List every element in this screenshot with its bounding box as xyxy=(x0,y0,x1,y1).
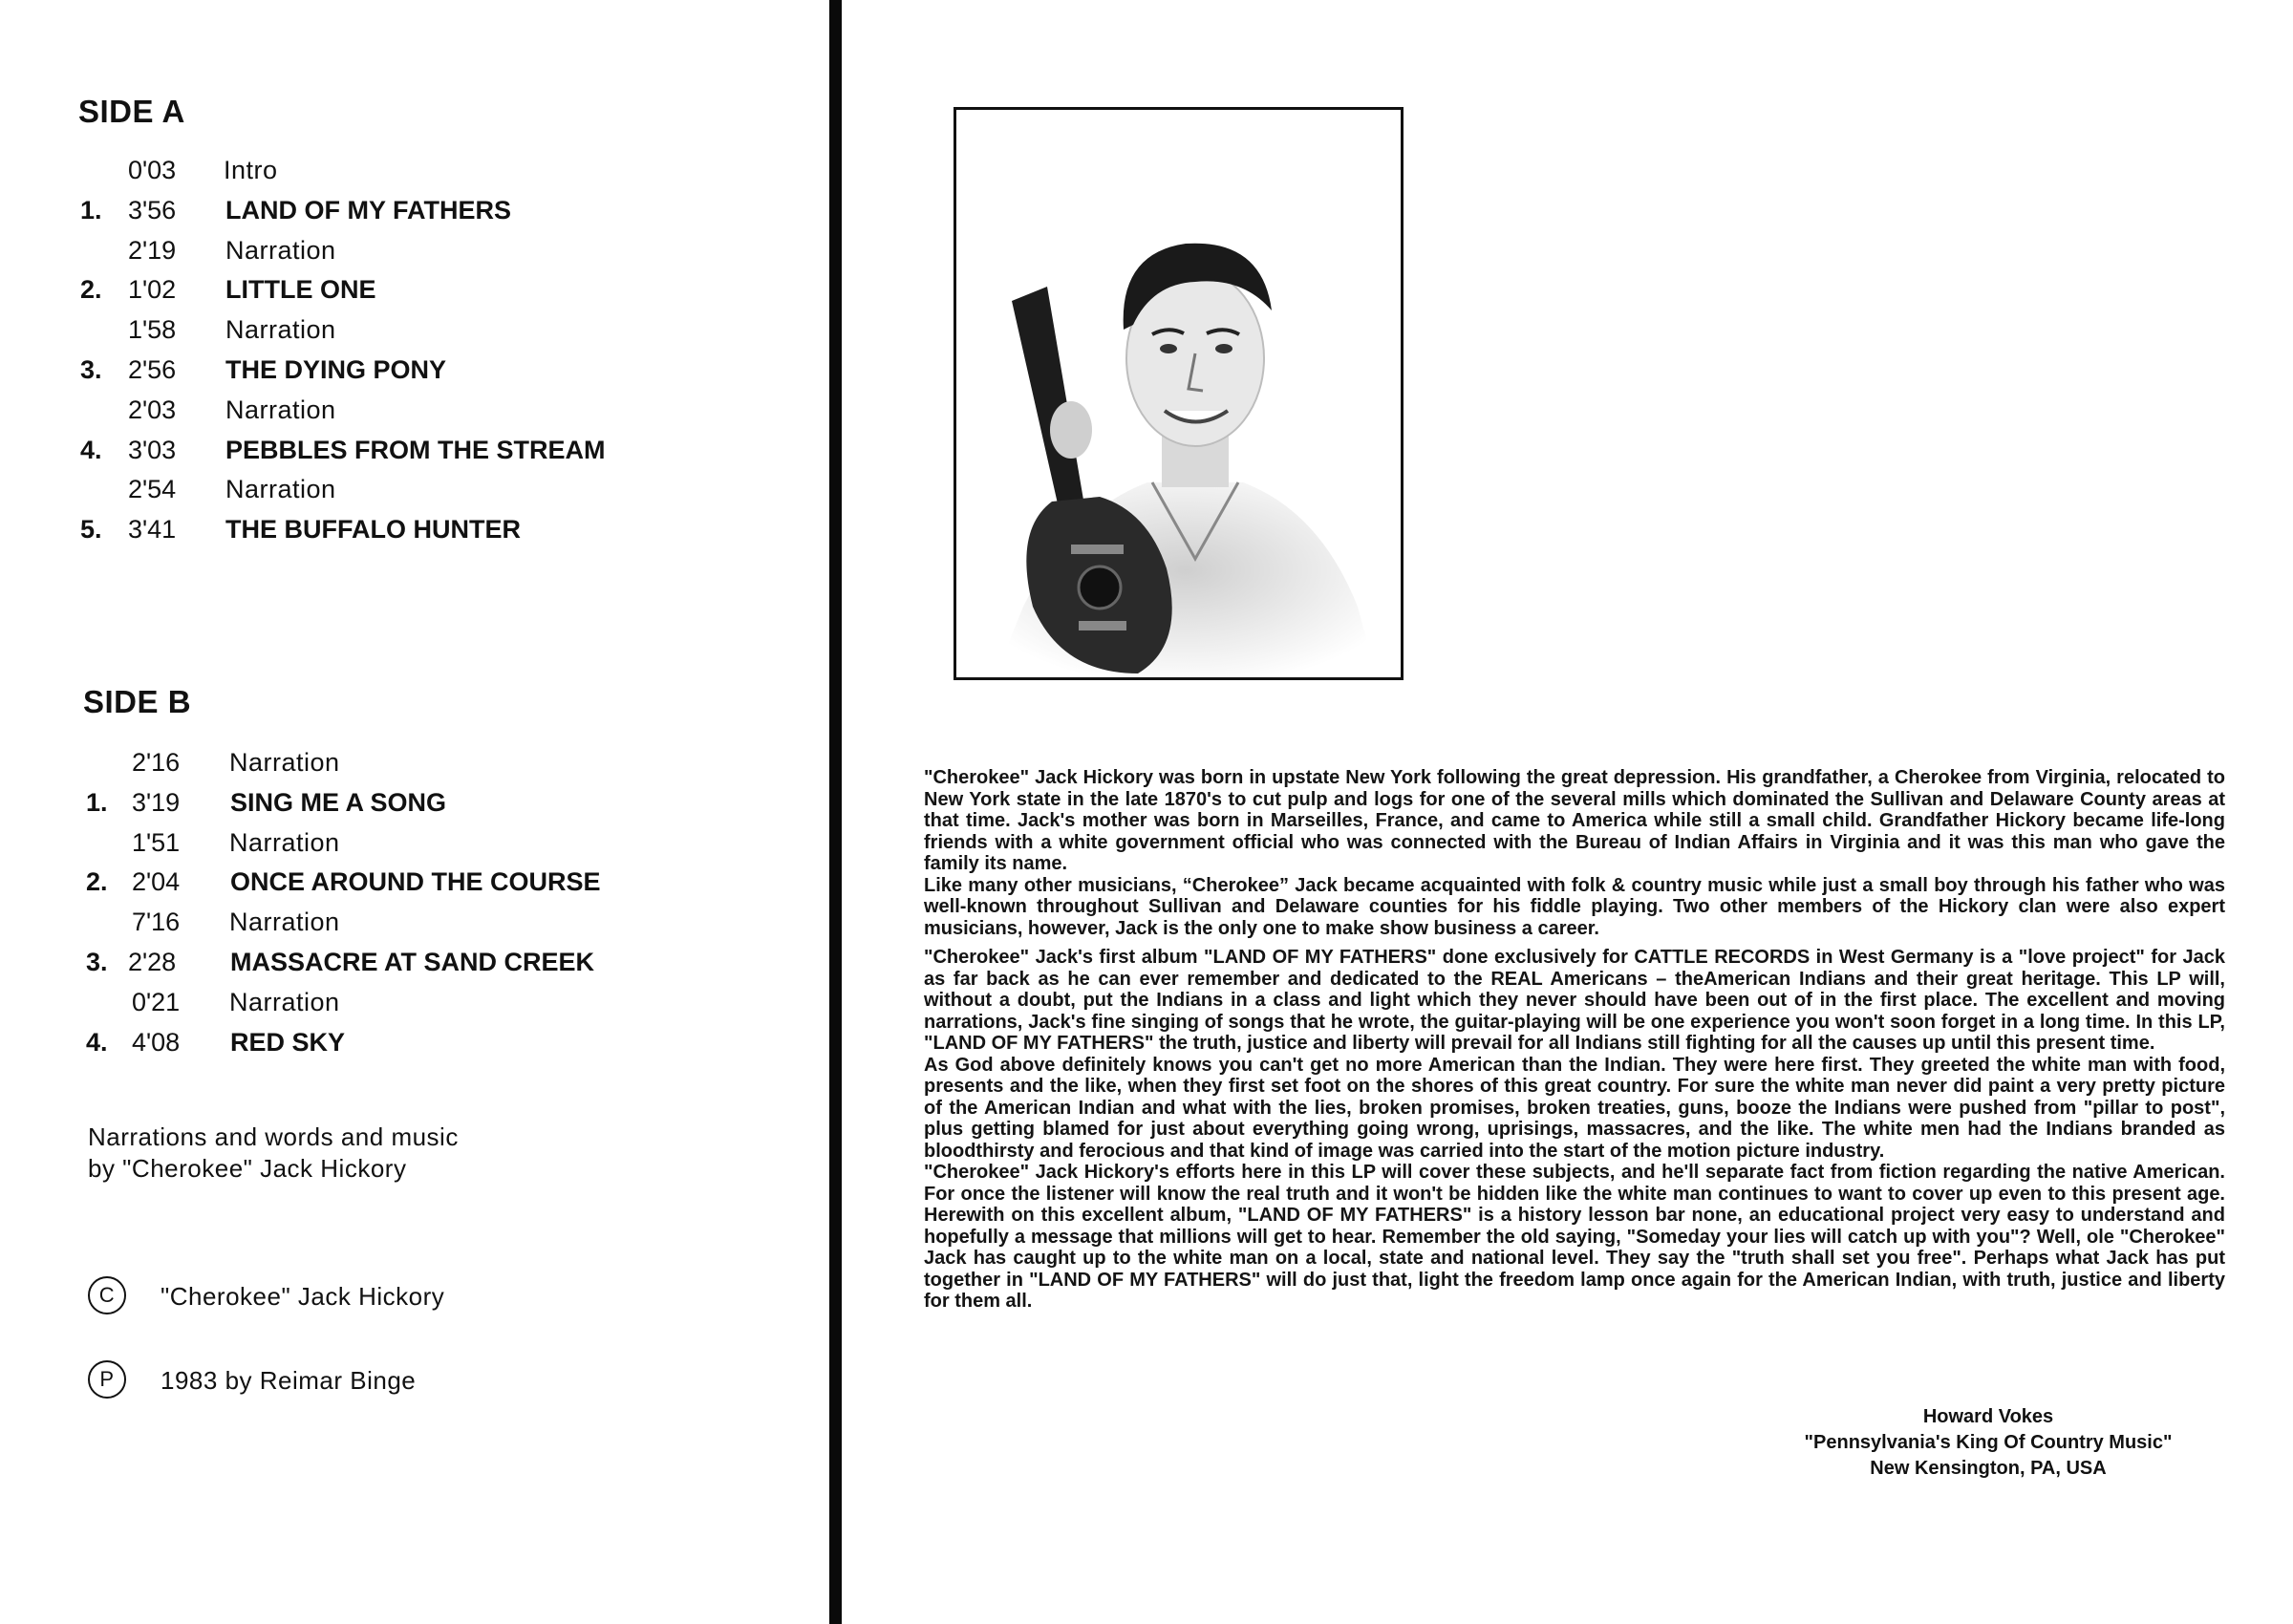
track-title: Narration xyxy=(229,748,340,777)
track-duration: 4'08 xyxy=(132,1027,181,1057)
liner-paragraph: "Cherokee" Jack Hickory was born in upstate New York following the great depression. His grandfather, a Cherokee from Virginia, relocated to New York state in the late 1870's to cut pulp and logs for one of the several mills which dominated the Sullivan and Delaware County areas at that time. Jack's mother was born in Marseilles, France, and came to America while still a small child. Grandfather Hickory became life-long friends with a white government official who was connected with the Bureau of Indian Affairs in Virginia and it was this man who gave the family its name. xyxy=(924,767,2225,874)
track-number: 3. xyxy=(86,947,108,976)
liner-paragraph: "Cherokee" Jack's first album "LAND OF MY FATHERS" done exclusively for CATTLE RECORDS in West Germany is a "love project" for Jack as far back as he can ever remember and dedicated to the REAL Americans – theAmerican Indians and their great heritage. This LP will, without a doubt, put the Indians in a class and light which they never should have been out of in the first place. The excellent and moving narrations, Jack's fine singing of songs that he wrote, the guitar-playing will be one experience you won't soon forget in a long time. In this LP, "LAND OF MY FATHERS" the truth, justice and liberty will prevail for all Indians still fighting for all the causes up until this present time. xyxy=(924,947,2225,1054)
track-row xyxy=(0,948,822,988)
track-duration: 0'03 xyxy=(128,156,177,184)
track-duration: 0'21 xyxy=(132,987,181,1016)
track-row xyxy=(0,395,822,436)
liner-paragraph: As God above definitely knows you can't get no more American than the Indian. They were here first. They greeted the white man with food, presents and the like, when they first set foot on the shores of this great country. For sure the white man never did paint a very pretty picture of the American Indian and what with the lies, broken promises, broken treaties, guns, booze the Indians were pushed from "pillar to post", plus getting blamed for just about everything going wrong, uprisings, massacres, and the like. The white men had the Indians branded as bloodthirsty and ferocious and that kind of image was carried into the start of the motion picture industry. xyxy=(924,1054,2225,1162)
track-duration: 2'03 xyxy=(128,395,177,424)
track-title: THE DYING PONY xyxy=(225,354,447,384)
track-number: 5. xyxy=(80,515,102,545)
track-duration: 2'04 xyxy=(132,867,181,897)
track-row xyxy=(0,908,822,948)
songwriter-credits xyxy=(88,1122,459,1185)
track-number: 1. xyxy=(80,195,102,224)
track-title: Narration xyxy=(229,827,340,857)
author-title: "Pennsylvania's King Of Country Music" xyxy=(1804,1432,2173,1453)
track-title: THE BUFFALO HUNTER xyxy=(225,515,521,545)
track-row xyxy=(0,748,822,788)
copyright-holder: "Cherokee" Jack Hickory xyxy=(161,1282,445,1311)
track-title: ONCE AROUND THE COURSE xyxy=(230,867,601,897)
track-title: Narration xyxy=(225,475,336,504)
page-divider xyxy=(829,0,842,1624)
track-title: LAND OF MY FATHERS xyxy=(225,195,512,224)
track-row xyxy=(0,236,822,276)
track-row xyxy=(0,196,822,236)
track-row xyxy=(0,867,822,908)
track-number: 2. xyxy=(80,275,102,305)
track-number: 4. xyxy=(86,1027,108,1057)
track-title: LITTLE ONE xyxy=(225,275,376,305)
side-a-tracklist xyxy=(0,156,822,555)
track-duration: 3'03 xyxy=(128,435,177,464)
track-title: SING ME A SONG xyxy=(230,787,447,817)
track-title: Narration xyxy=(225,315,336,345)
phonogram-icon: P xyxy=(88,1360,126,1399)
track-title: MASSACRE AT SAND CREEK xyxy=(230,947,595,976)
track-title: Narration xyxy=(225,395,336,424)
track-row xyxy=(0,156,822,196)
track-number: 3. xyxy=(80,354,102,384)
track-row xyxy=(0,315,822,355)
track-duration: 2'16 xyxy=(132,748,181,777)
track-duration: 3'41 xyxy=(128,515,177,545)
track-row xyxy=(0,355,822,395)
track-title: PEBBLES FROM THE STREAM xyxy=(225,435,606,464)
track-row xyxy=(0,788,822,828)
liner-paragraph: Like many other musicians, “Cherokee” Jack became acquainted with folk & country music while just a small boy through his father who was well-known throughout Sullivan and Delaware counties for his fiddle playing. Two other members of the Hickory clan were also expert musicians, however, Jack is the only one to make show business a career. xyxy=(924,874,2225,939)
track-title: Narration xyxy=(229,987,340,1016)
track-row xyxy=(0,828,822,868)
track-row xyxy=(0,275,822,315)
track-duration: 1'51 xyxy=(132,827,181,857)
track-duration: 3'56 xyxy=(128,195,177,224)
track-duration: 2'19 xyxy=(128,235,177,265)
credits-line: by "Cherokee" Jack Hickory xyxy=(88,1154,407,1183)
track-number: 2. xyxy=(86,867,108,897)
liner-notes-panel xyxy=(842,0,2293,1624)
liner-notes-text xyxy=(924,767,2225,1313)
track-duration: 7'16 xyxy=(132,908,181,937)
phonogram-holder: 1983 by Reimar Binge xyxy=(161,1366,417,1395)
copyright-icon: C xyxy=(88,1276,126,1314)
artist-portrait-illustration xyxy=(956,110,1401,677)
track-title: Narration xyxy=(225,235,336,265)
track-duration: 1'02 xyxy=(128,275,177,305)
track-title: Intro xyxy=(224,156,278,184)
track-title: RED SKY xyxy=(230,1027,346,1057)
track-row xyxy=(0,1028,822,1068)
author-name: Howard Vokes xyxy=(1922,1406,2054,1427)
track-duration: 2'56 xyxy=(128,354,177,384)
track-duration: 2'54 xyxy=(128,475,177,504)
artist-photo xyxy=(954,107,1404,680)
credits-line: Narrations and words and music xyxy=(88,1122,459,1151)
side-b-heading: SIDE B xyxy=(83,684,192,719)
liner-paragraph: "Cherokee" Jack Hickory's efforts here in this LP will cover these subjects, and he'll separate fact from fiction regarding the native American. For once the listener will know the real truth and it won't be hidden like the white man continues to want to cover up even to this present age. Herewith on this excellent album, "LAND OF MY FATHERS" is a history lesson bar none, an educational project very easy to understand and hopefully a message that millions will get to hear. Remember the old saying, "Someday your lies will catch up with you"? Well, ole "Cherokee" Jack has caught up to the white man on a local, state and national level. They say the "truth shall set you free". Perhaps what Jack has put together in "LAND OF MY FATHERS" will do just that, light the freedom lamp once again for the American Indian, with truth, justice and liberty for them all. xyxy=(924,1162,2225,1312)
track-row xyxy=(0,515,822,555)
side-b-tracklist xyxy=(0,748,822,1067)
tracklist-panel xyxy=(0,0,829,1624)
track-duration: 3'19 xyxy=(132,787,181,817)
side-a-heading: SIDE A xyxy=(78,94,185,129)
track-number: 4. xyxy=(80,435,102,464)
track-title: Narration xyxy=(229,908,340,937)
track-duration: 2'28 xyxy=(128,947,177,976)
track-number: 1. xyxy=(86,787,108,817)
author-location: New Kensington, PA, USA xyxy=(1870,1458,2107,1479)
track-row xyxy=(0,436,822,476)
author-signature xyxy=(1749,1404,2227,1482)
track-duration: 1'58 xyxy=(128,315,177,345)
track-row xyxy=(0,475,822,515)
track-row xyxy=(0,988,822,1028)
